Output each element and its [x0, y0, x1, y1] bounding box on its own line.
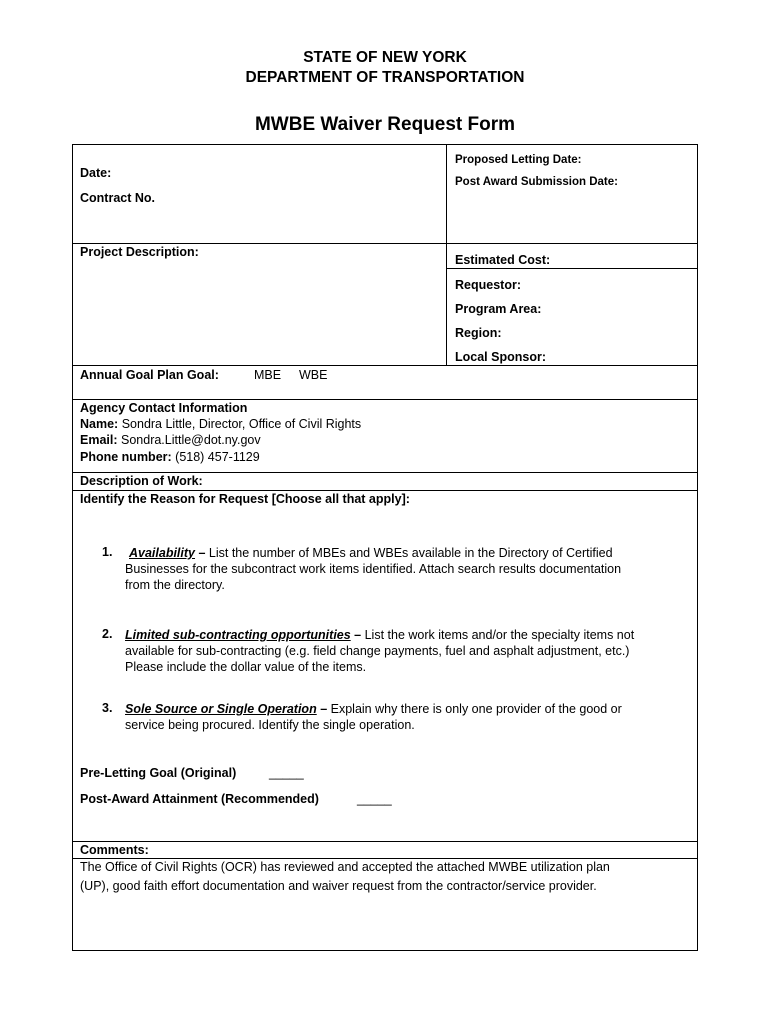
reason-1-line3: from the directory.	[125, 578, 225, 592]
row-divider-7	[72, 858, 698, 859]
row-divider-4	[72, 472, 698, 473]
comments-label: Comments:	[80, 843, 149, 857]
agency-name-value: Sondra Little, Director, Office of Civil Rights	[121, 417, 362, 431]
agency-name-row	[80, 417, 361, 431]
header-state: STATE OF NEW YORK	[303, 49, 467, 66]
region-label: Region:	[455, 326, 502, 340]
reason-3-number: 3.	[102, 701, 113, 715]
reason-3-line2: service being procured. Identify the single operation.	[125, 718, 415, 732]
program-area-label: Program Area:	[455, 302, 542, 316]
reason-2-line3: Please include the dollar value of the items.	[125, 660, 367, 674]
row-divider-5	[72, 490, 698, 491]
agency-email-label: Email:	[80, 433, 118, 447]
reason-3-text	[125, 701, 695, 733]
reason-1-line2: Businesses for the subcontract work items identified. Attach search results documentation	[125, 562, 622, 576]
reason-1-dash: –	[195, 546, 209, 560]
row-divider-6	[72, 841, 698, 842]
agency-name-label: Name:	[80, 417, 119, 431]
wbe-option: WBE	[299, 368, 328, 382]
row-divider-2	[72, 365, 698, 366]
project-description-label: Project Description:	[80, 245, 199, 259]
agency-email-row	[80, 433, 261, 447]
agency-email-value: Sondra.Little@dot.ny.gov	[121, 433, 261, 447]
agency-phone-label: Phone number:	[80, 450, 172, 464]
reason-3-title: Sole Source or Single Operation	[125, 702, 317, 716]
post-award-submission-label: Post Award Submission Date:	[455, 176, 618, 188]
description-of-work-label: Description of Work:	[80, 474, 203, 488]
comments-line-2: (UP), good faith effort documentation and waiver request from the contractor/service provider.	[80, 879, 597, 893]
reason-2-dash: –	[350, 628, 365, 642]
mbe-option: MBE	[254, 368, 282, 382]
reason-for-request-label: Identify the Reason for Request [Choose all that apply]:	[80, 492, 410, 506]
reason-2-line1: List the work items and/or the specialty items not	[364, 628, 635, 642]
form-title: MWBE Waiver Request Form	[254, 114, 516, 135]
row-divider-3	[72, 399, 698, 400]
pre-letting-goal-blank[interactable]: _____	[269, 766, 304, 780]
agency-contact-heading: Agency Contact Information	[80, 401, 248, 415]
reason-3-line1: Explain why there is only one provider of the good or	[330, 702, 622, 716]
header-department: DEPARTMENT OF TRANSPORTATION	[245, 69, 525, 86]
requestor-label: Requestor:	[455, 278, 521, 292]
comments-line-1: The Office of Civil Rights (OCR) has reviewed and accepted the attached MWBE utilization plan	[80, 860, 610, 874]
post-award-attainment-blank[interactable]: _____	[357, 792, 392, 806]
reason-3-dash: –	[316, 702, 331, 716]
agency-phone-row	[80, 450, 260, 464]
reason-1-number: 1.	[102, 545, 113, 559]
pre-letting-goal-label: Pre-Letting Goal (Original)	[80, 766, 237, 780]
reason-2-title: Limited sub-contracting opportunities	[125, 628, 351, 642]
reason-2-number: 2.	[102, 627, 113, 641]
row-divider-cost	[446, 268, 698, 269]
agency-phone-value: (518) 457-1129	[175, 450, 260, 464]
reason-1-title: Availability	[129, 546, 195, 560]
row-divider-1	[72, 243, 698, 244]
reason-1-line1: List the number of MBEs and WBEs available in the Directory of Certified	[208, 546, 613, 560]
annual-goal-label: Annual Goal Plan Goal:	[80, 368, 219, 382]
proposed-letting-label: Proposed Letting Date:	[455, 154, 582, 166]
reason-2-line2: available for sub-contracting (e.g. field change payments, fuel and asphalt adjustment, etc.)	[125, 644, 630, 658]
column-divider	[446, 144, 447, 366]
date-label: Date:	[80, 166, 112, 180]
reason-2-text	[125, 627, 695, 675]
local-sponsor-label: Local Sponsor:	[455, 350, 546, 364]
estimated-cost-label: Estimated Cost:	[455, 253, 551, 267]
contract-label: Contract No.	[80, 191, 155, 205]
post-award-attainment-label: Post-Award Attainment (Recommended)	[80, 792, 319, 806]
reason-1-text	[125, 545, 695, 593]
